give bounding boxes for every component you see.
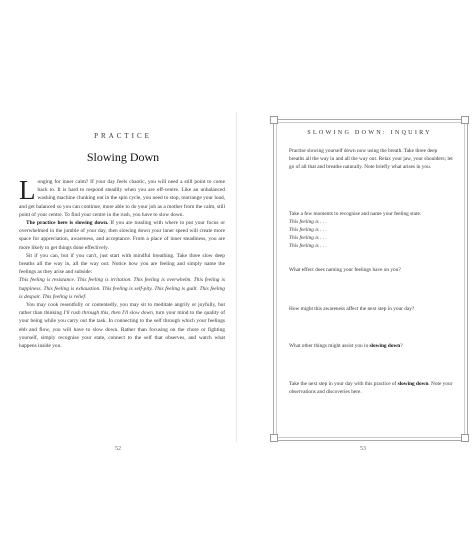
practice-statement: The practice here is slowing down.: [26, 220, 109, 227]
left-body-text: [19, 175, 225, 350]
inquiry-title: SLOWING DOWN: INQUIRY: [307, 129, 432, 136]
drop-cap: L: [19, 175, 36, 205]
page-number-left: 52: [115, 446, 121, 452]
inquiry-intro: Practise slowing yourself down now using the breath. Take three deep breaths all the way in and all the way out. Relax your jaw, your shoulders; let go of all that and breathe naturally. Note briefly what arises in you.: [289, 148, 453, 170]
feeling-line: This feeling is . . .: [289, 243, 327, 249]
recognise-prompt: Take a few moments to recognise and name your feeling state.: [289, 211, 422, 217]
frame-corner-ornament: [270, 116, 278, 124]
frame-corner-ornament: [461, 434, 469, 442]
feeling-line: This feeling is . . .: [289, 227, 327, 233]
inquiry-feelings-block: [289, 210, 453, 250]
frame-corner-ornament: [270, 434, 278, 442]
paragraph-breathing: Sit if you can, but if you can't, just start with mindful breathing. Take three slow deep breaths all the way in, all the way out. Notice how you are feeling and simply name the feelings as they arise and subside:: [19, 252, 225, 276]
final-practice-note: Take the next step in your day with this practice of slowing down. Note your observations and discoveries here.: [289, 381, 453, 395]
frame-corner-ornament: [461, 116, 469, 124]
page-number-right: 53: [360, 446, 366, 452]
chapter-title: Slowing Down: [86, 150, 160, 164]
question-naming-effect: What effect does naming your feelings have on you?: [289, 267, 401, 273]
paragraph-intro: Longing for inner calm? If your day feels chaotic, you will need a still point to come back to. It is hard to respond steadily when you are off-centre. Like an unbalanced washing machine clunking out in the spin cycle, you need to stop, rearrange your load, and get balanced so you can continue, more able to do your job as a mother from the calm, still point of your centre. To find your centre in the rush, you have to slow down.: [19, 175, 225, 218]
section-label: PRACTICE: [94, 132, 152, 140]
question-awareness: How might this awareness affect the next step in your day?: [289, 306, 415, 312]
paragraph-practice: The practice here is slowing down. If you are tussling with where to put your focus or overwhelmed in the jumble of your day, then slowing down your inner speed will create more space for appreciation, awareness, and acceptance. From a place of inner steadiness, you are more likely to get things done effectively.: [19, 220, 225, 251]
paragraph-feelings: This feeling is resistance. This feeling is irritation. This feeling is overwhelm. This feeling is happiness. This feeling is exhaustion. This feeling is self-pity. This feeling is guilt. This feeling is despair. This feeling is relief.: [19, 277, 225, 300]
question-other-things: What other things might assist you in slowing down?: [289, 343, 403, 349]
paragraph-quality: You may cook resentfully or contentedly, you may sit to meditate angrily or joyfully, but rather than thinking I'll rush through this, then I'll slow down, turn your mind to the quality of your being while you carry out the task. In connecting to the self through which your feelings ebb and flow, you will have to slow down. Rather than focusing on the chore or fighting yourself, simply recognise your state, connect to the self that observes, and watch what happens inside you.: [19, 302, 225, 350]
page-gutter: [236, 112, 237, 442]
feeling-line: This feeling is . . .: [289, 235, 327, 241]
feeling-line: This feeling is . . .: [289, 219, 327, 225]
